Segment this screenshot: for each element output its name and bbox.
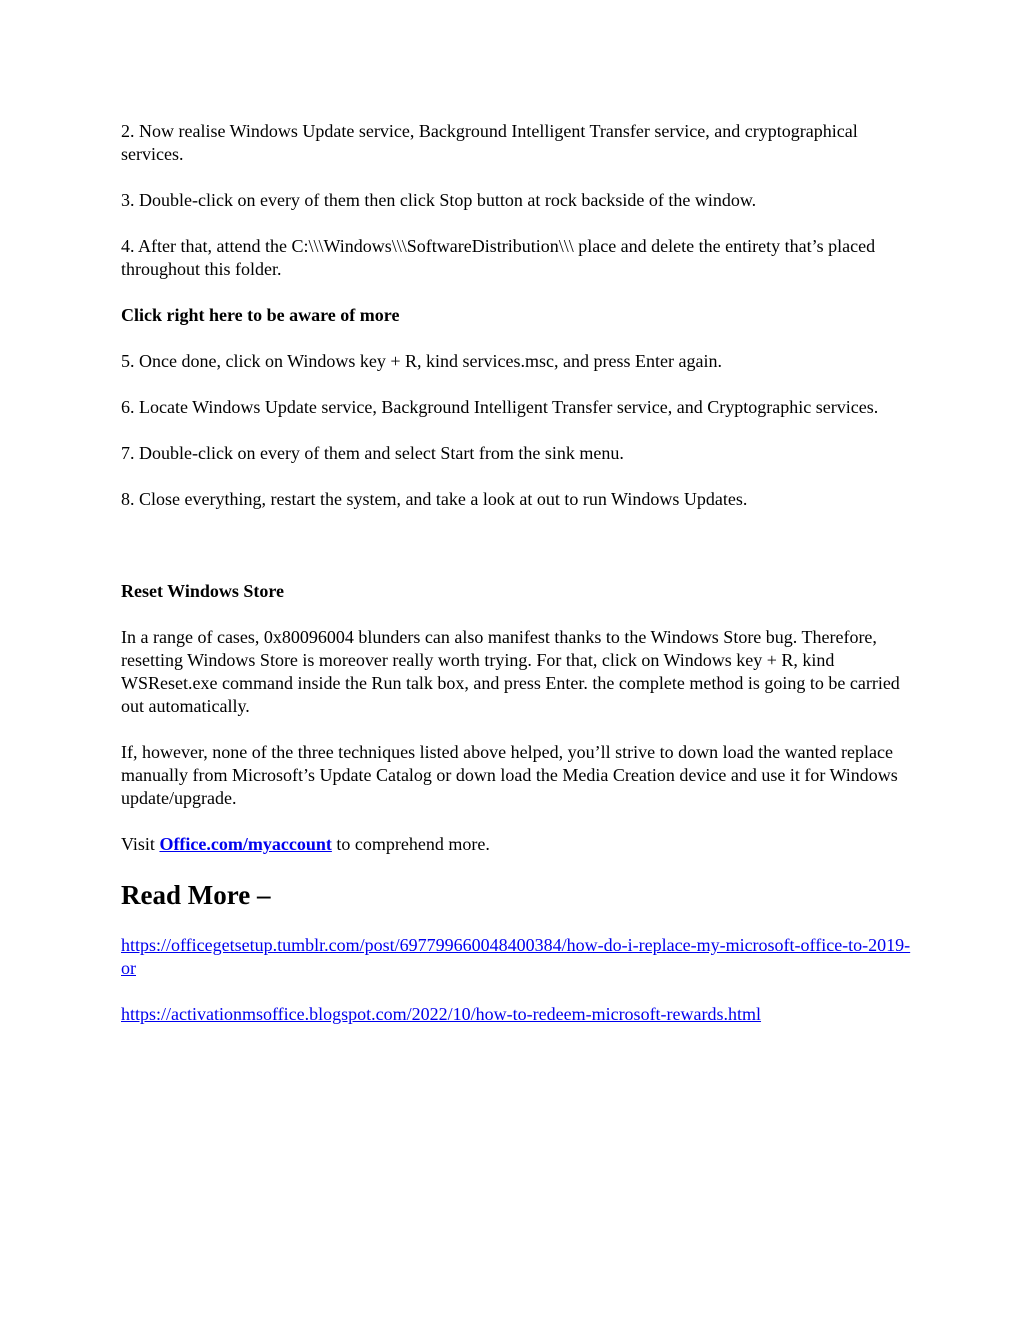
- step-8-paragraph: 8. Close everything, restart the system, and take a look at out to run Windows Updates.: [121, 489, 748, 509]
- document-page: [121, 120, 911, 1049]
- step-2-paragraph: 2. Now realise Windows Update service, Background Intelligent Transfer service, and cryptographical services.: [121, 121, 858, 164]
- click-here-text: Click right here to be aware of more: [121, 305, 400, 325]
- step-3-paragraph: 3. Double-click on every of them then click Stop button at rock backside of the window.: [121, 190, 757, 210]
- reset-paragraph-1: In a range of cases, 0x80096004 blunders can also manifest thanks to the Windows Store bug. Therefore, resetting Windows Store is moreover really worth trying. For that, click on Windows key + R, kind WSReset.exe command inside the Run talk box, and press Enter. the complete method is going to be carried out automatically.: [121, 627, 900, 716]
- section-spacer: [121, 534, 911, 580]
- visit-paragraph: [121, 833, 911, 856]
- step-6-paragraph: 6. Locate Windows Update service, Background Intelligent Transfer service, and Cryptographic services.: [121, 397, 879, 417]
- visit-suffix: to comprehend more.: [331, 834, 490, 854]
- link-paragraph-2: [121, 1003, 911, 1026]
- officegetsetup-link[interactable]: https://officegetsetup.tumblr.com/post/697799660048400384/how-do-i-replace-my-microsoft-office-to-2019-or: [121, 935, 911, 978]
- reset-paragraph-2: If, however, none of the three techniques listed above helped, you’ll strive to down load the wanted replace manually from Microsoft’s Update Catalog or down load the Media Creation device and use it for Windows update/upgrade.: [121, 742, 898, 808]
- activationmsoffice-link[interactable]: https://activationmsoffice.blogspot.com/2022/10/how-to-redeem-microsoft-rewards.html: [121, 1004, 762, 1024]
- reset-windows-store-heading: Reset Windows Store: [121, 581, 285, 601]
- visit-prefix: Visit: [121, 834, 160, 854]
- office-account-link[interactable]: Office.com/myaccount: [159, 834, 332, 854]
- link-paragraph-1: [121, 934, 911, 980]
- step-4-paragraph: 4. After that, attend the C:\\\Windows\\\SoftwareDistribution\\\ place and delete the entirety that’s placed throughout this folder.: [121, 236, 876, 279]
- read-more-heading: Read More –: [121, 880, 271, 910]
- step-5-paragraph: 5. Once done, click on Windows key + R, kind services.msc, and press Enter again.: [121, 351, 722, 371]
- step-7-paragraph: 7. Double-click on every of them and select Start from the sink menu.: [121, 443, 624, 463]
